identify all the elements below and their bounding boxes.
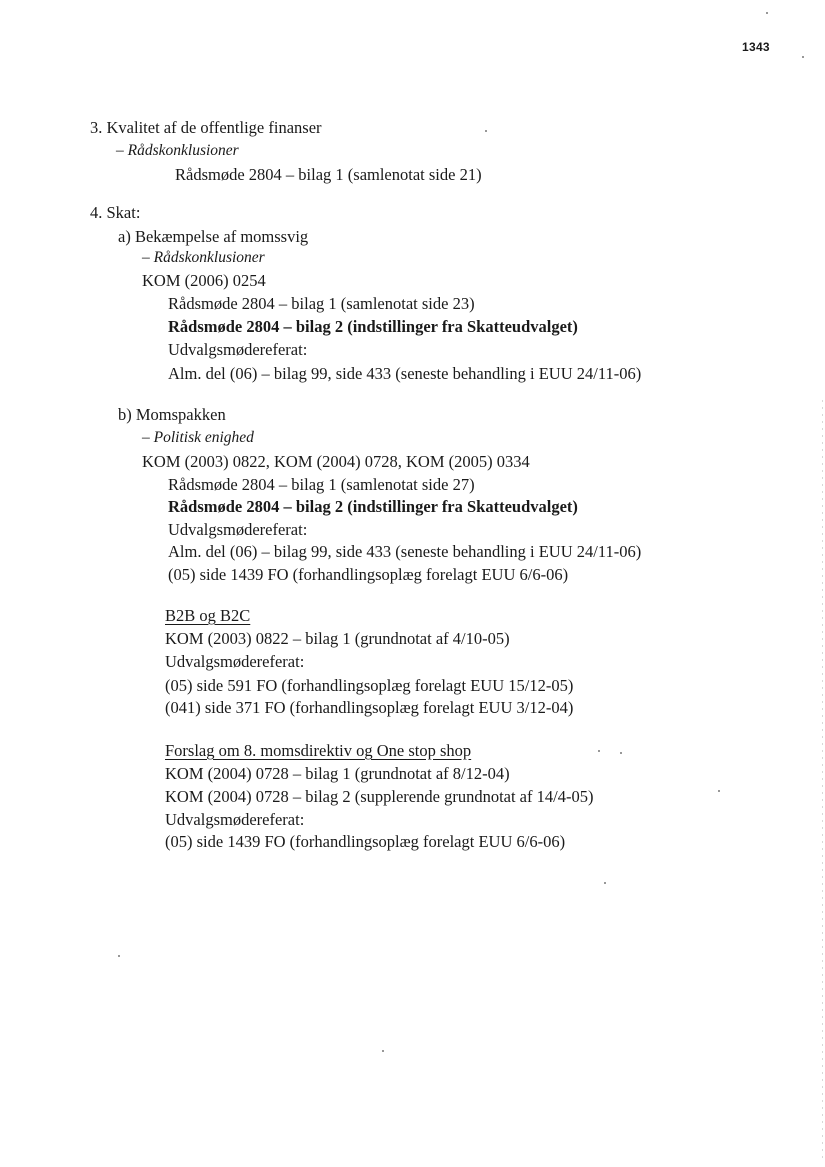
b2b-line-4: (041) side 371 FO (forhandlingsoplæg forelagt EUU 3/12-04) (165, 698, 574, 717)
section-4a-line-4: Alm. del (06) – bilag 99, side 433 (seneste behandling i EUU 24/11-06) (168, 364, 642, 383)
section-4a-title: a) Bekæmpelse af momssvig (118, 227, 309, 246)
page-number: 1343 (742, 40, 770, 54)
forslag-title: Forslag om 8. momsdirektiv og One stop shop (165, 741, 472, 760)
section-4a-line-3: Udvalgsmødereferat: (168, 340, 308, 359)
section-4b-line-5: (05) side 1439 FO (forhandlingsoplæg forelagt EUU 6/6-06) (168, 565, 569, 584)
section-4b-subheading: – Politisk enighed (142, 429, 254, 446)
b2b-title: B2B og B2C (165, 606, 251, 625)
scan-speck (802, 56, 804, 58)
b2b-line-3: (05) side 591 FO (forhandlingsoplæg forelagt EUU 15/12-05) (165, 676, 574, 695)
scan-speck (604, 882, 606, 884)
forslag-line-4: (05) side 1439 FO (forhandlingsoplæg forelagt EUU 6/6-06) (165, 832, 566, 851)
forslag-line-2: KOM (2004) 0728 – bilag 2 (supplerende grundnotat af 14/4-05) (165, 787, 594, 806)
section-4b-line-2: Rådsmøde 2804 – bilag 2 (indstillinger fra Skatteudvalget) (168, 497, 578, 516)
section-4a-subheading: – Rådskonklusioner (142, 249, 265, 266)
scan-speck (382, 1050, 384, 1052)
b2b-line-2: Udvalgsmødereferat: (165, 652, 305, 671)
section-4a-line-1: Rådsmøde 2804 – bilag 1 (samlenotat side 23) (168, 294, 475, 313)
scan-speck (620, 752, 622, 754)
section-4b-kom: KOM (2003) 0822, KOM (2004) 0728, KOM (2005) 0334 (142, 452, 530, 471)
scan-edge-shadow (822, 400, 823, 1160)
scan-speck (485, 130, 487, 132)
forslag-line-3: Udvalgsmødereferat: (165, 810, 305, 829)
section-4b-line-4: Alm. del (06) – bilag 99, side 433 (seneste behandling i EUU 24/11-06) (168, 542, 642, 561)
scan-speck (118, 955, 120, 957)
section-4a-kom: KOM (2006) 0254 (142, 271, 266, 290)
scan-speck (718, 790, 720, 792)
section-4b-line-1: Rådsmøde 2804 – bilag 1 (samlenotat side 27) (168, 475, 475, 494)
scan-speck (598, 750, 600, 752)
b2b-line-1: KOM (2003) 0822 – bilag 1 (grundnotat af 4/10-05) (165, 629, 510, 648)
section-3-heading: 3. Kvalitet af de offentlige finanser (90, 118, 322, 137)
scan-speck (766, 12, 768, 14)
section-4a-line-2: Rådsmøde 2804 – bilag 2 (indstillinger fra Skatteudvalget) (168, 317, 578, 336)
section-4-heading: 4. Skat: (90, 203, 141, 222)
section-4b-title: b) Momspakken (118, 405, 226, 424)
section-3-line: Rådsmøde 2804 – bilag 1 (samlenotat side 21) (175, 165, 482, 184)
section-4b-line-3: Udvalgsmødereferat: (168, 520, 308, 539)
section-3-subheading: – Rådskonklusioner (116, 142, 239, 159)
forslag-line-1: KOM (2004) 0728 – bilag 1 (grundnotat af 8/12-04) (165, 764, 510, 783)
